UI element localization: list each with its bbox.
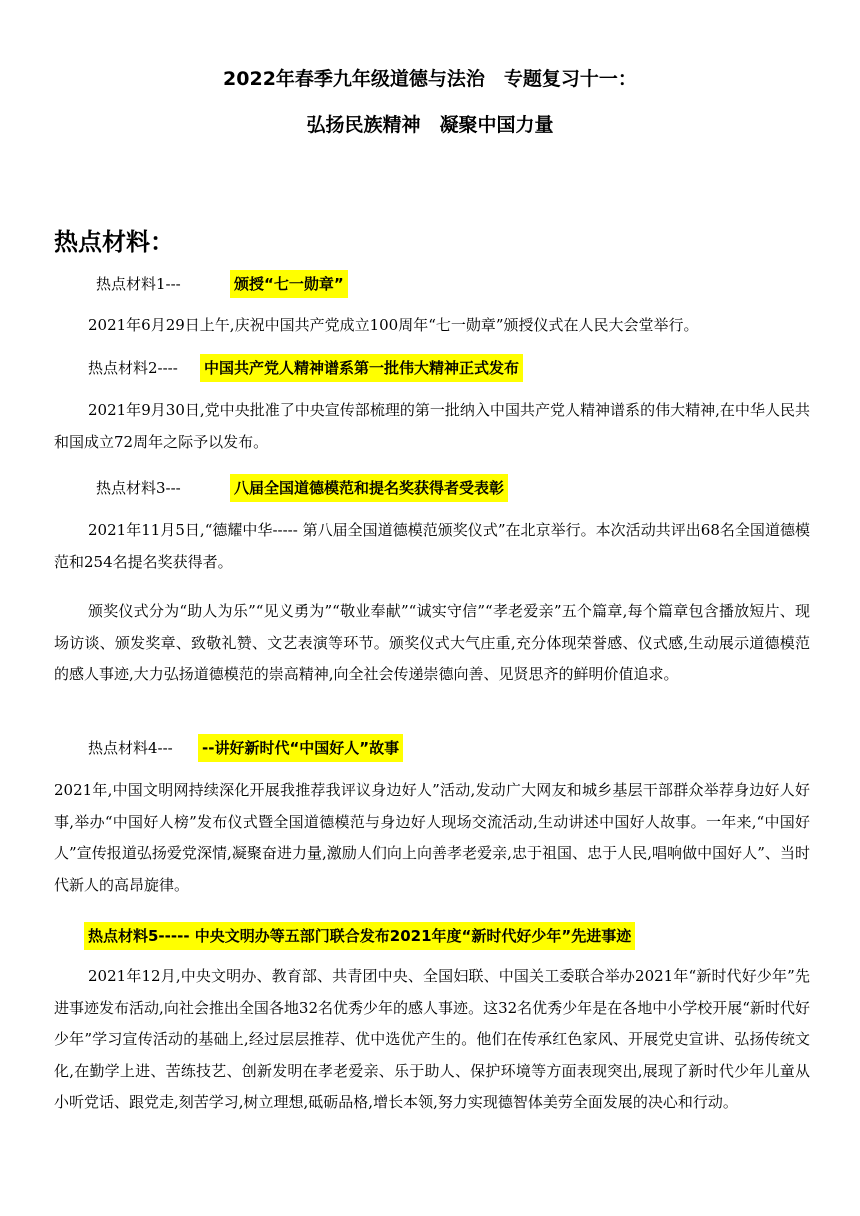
document-title-line-2: 弘扬民族精神 凝聚中国力量	[306, 114, 554, 136]
material-5-heading	[84, 922, 635, 950]
material-5-label: 热点材料5-----	[88, 927, 190, 945]
material-3-paragraph-1: 2021年11月5日,“德耀中华----- 第八届全国道德模范颁奖仪式”在北京举行。本次活动共评出68名全国道德模范和254名提名奖获得者。	[54, 521, 810, 571]
material-4-paragraph-1: 2021年,中国文明网持续深化开展我推荐我评议身边好人”活动,发动广大网友和城乡基层干部群众举荐身边好人好事,举办“中国好人榜”发布仪式暨全国道德模范与身边好人现场交流活动,生动讲述中国好人故事。一年来,“中国好人”宣传报道弘扬爱党深情,凝聚奋进力量,激励人们向上向善孝老爱亲,忠于祖国、忠于人民,唱响做中国好人”、当时代新人的高昂旋律。	[54, 781, 810, 894]
material-5-headline: 中央文明办等五部门联合发布2021年度“新时代好少年”先进事迹	[189, 927, 632, 945]
material-1-label: 热点材料1---	[96, 275, 181, 293]
material-2-headline: 中国共产党人精神谱系第一批伟大精神正式发布	[200, 354, 523, 382]
material-4-headline: --讲好新时代“中国好人”故事	[198, 734, 403, 762]
section-heading: 热点材料：	[54, 228, 174, 256]
material-2-label: 热点材料2----	[88, 359, 178, 377]
material-5-paragraph-1: 2021年12月,中央文明办、教育部、共青团中央、全国妇联、中国关工委联合举办2021年“新时代好少年”先进事迹发布活动,向社会推出全国各地32名优秀少年的感人事迹。这32名优秀少年是在各地中小学校开展“新时代好少年”学习宣传活动的基础上,经过层层推荐、优中选优产生的。他们在传承红色家风、开展党史宣讲、弘扬传统文化,在勤学上进、苦练技艺、创新发明在孝老爱亲、乐于助人、保护环境等方面表现突出,展现了新时代少年儿童从小听党话、跟党走,刻苦学习,树立理想,砥砺品格,增长本领,努力实现德智体美劳全面发展的决心和行动。	[54, 967, 810, 1111]
material-3-label: 热点材料3---	[96, 479, 181, 497]
material-3-headline: 八届全国道德模范和提名奖获得者受表彰	[230, 474, 508, 502]
document-title-line-1: 2022年春季九年级道德与法治 专题复习十一：	[223, 68, 637, 90]
material-1-paragraph-1: 2021年6月29日上午,庆祝中国共产党成立100周年“七一勋章”颁授仪式在人民大会堂举行。	[88, 316, 699, 334]
material-2-paragraph-1: 2021年9月30日,党中央批准了中央宣传部梳理的第一批纳入中国共产党人精神谱系的伟大精神,在中华人民共和国成立72周年之际予以发布。	[54, 401, 810, 451]
material-4-label: 热点材料4---	[88, 739, 173, 757]
material-3-paragraph-2: 颁奖仪式分为“助人为乐”“见义勇为”“敬业奉献”“诚实守信”“孝老爱亲”五个篇章,每个篇章包含播放短片、现场访谈、颁发奖章、致敬礼赞、文艺表演等环节。颁奖仪式大气庄重,充分体现荣誉感、仪式感,生动展示道德模范的感人事迹,大力弘扬道德模范的崇高精神,向全社会传递崇德向善、见贤思齐的鲜明价值追求。	[54, 602, 810, 683]
material-1-headline: 颁授“七一勋章”	[230, 270, 348, 298]
